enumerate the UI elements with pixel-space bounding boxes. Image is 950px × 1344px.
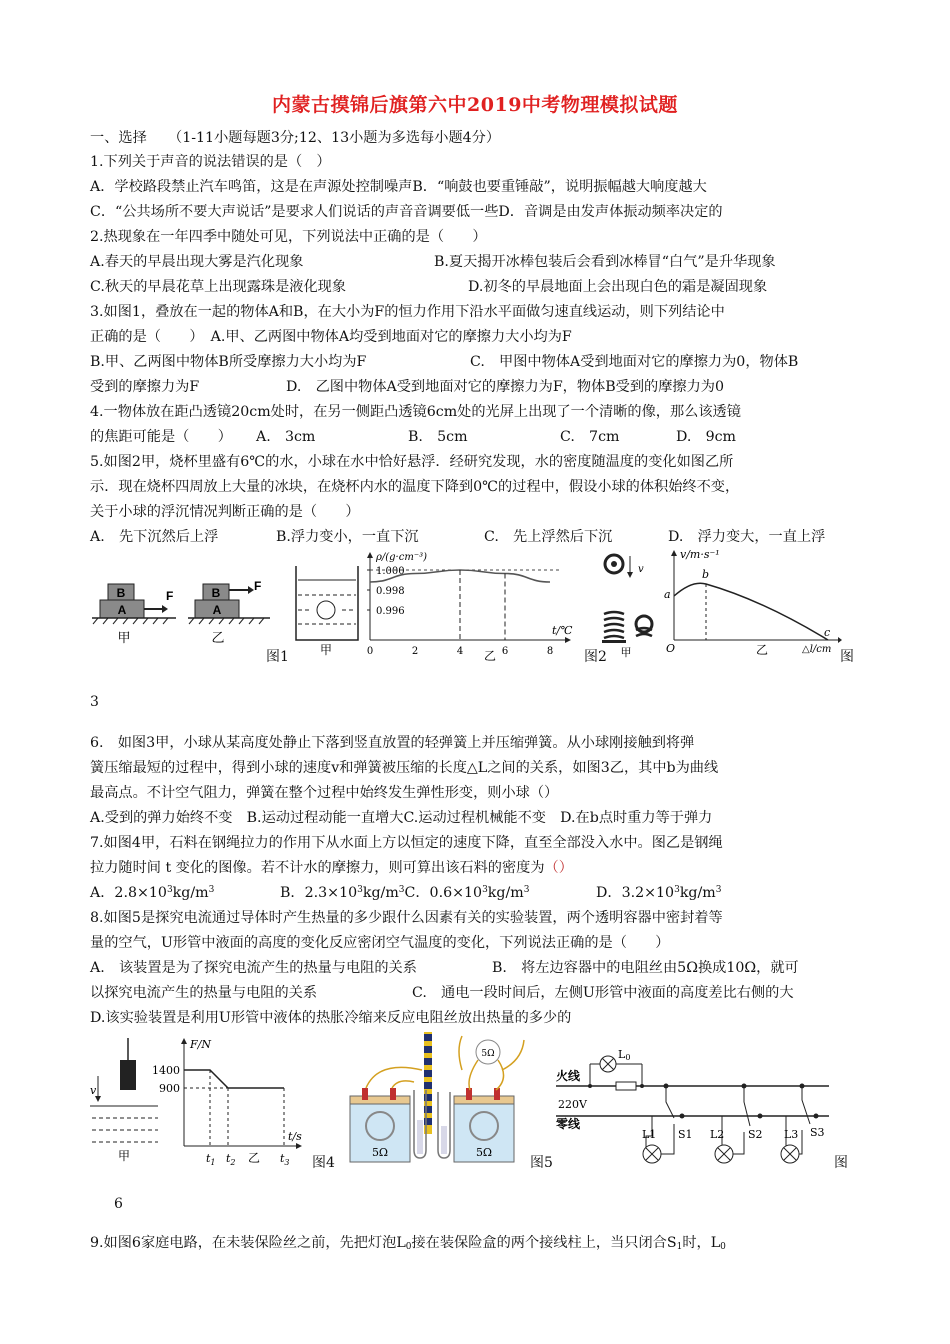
fig2-x-axis-label: t/℃ xyxy=(552,624,573,637)
fig2-x-tick-label: 8 xyxy=(546,646,554,657)
q4-option-d: D. 9cm xyxy=(676,429,736,445)
q7-b-unit-exp: 3 xyxy=(398,885,405,895)
fig3-velocity-label: v xyxy=(638,564,644,575)
q5-option-a: A. 先下沉然后上浮 xyxy=(90,529,219,545)
q7-a-exp: 3 xyxy=(166,885,173,895)
fig3-point-b: b xyxy=(702,568,710,581)
q6-options: A.受到的弹力始终不变 B.运动过程动能一直增大C.运动过程机械能不变 D.在b点时重力等于弹力 xyxy=(90,810,713,826)
fig2-y-tick-label: 0.996 xyxy=(376,606,405,617)
fig2-y-tick-label: 0.998 xyxy=(376,586,405,597)
q4-stem: 4.一物体放在距凸透镜20cm处时，在另一侧距凸透镜6cm处的光屏上出现了一个清晰的像，那么该透镜 xyxy=(90,404,741,420)
fig3-label-right: 乙 xyxy=(755,643,769,656)
fig2-caption: 图2 xyxy=(584,649,607,665)
fig6-switch-s1: S1 xyxy=(678,1128,693,1141)
q7-option-a xyxy=(90,883,214,903)
q5-option-c: C. 先上浮然后下沉 xyxy=(484,529,613,545)
q7-option-d xyxy=(596,883,721,903)
q9-sub-0b: 0 xyxy=(720,1242,726,1252)
q3-option-c: C. 甲图中物体A受到地面对它的摩擦力为0，物体B xyxy=(470,354,799,370)
q1-options-ab: A．学校路段禁止汽车鸣笛，这是在声源处控制噪声B．“响鼓也要重锤敲”，说明振幅越大响度越大 xyxy=(90,179,707,195)
q6-stem-2: 簧压缩最短的过程中，得到小球的速度v和弹簧被压缩的长度△L之间的关系，如图3乙，其中b为曲线 xyxy=(90,760,719,776)
page-title: 内蒙古摸锦后旗第六中2019中考物理模拟试题 xyxy=(272,94,678,116)
fig2-y-tick-label: 1.000 xyxy=(376,566,405,577)
fig1-force-right: F xyxy=(254,579,262,593)
fig3-point-a: a xyxy=(664,588,671,601)
fig1-label-right: 乙 xyxy=(211,631,225,646)
q5-option-b: B.浮力变小，一直下沉 xyxy=(276,529,419,545)
q7-c-unit: kg/m xyxy=(487,885,524,901)
fig1-block-b-left: B xyxy=(116,586,126,600)
q8-option-b: B. 将左边容器中的电阻丝由5Ω换成10Ω，就可 xyxy=(492,960,799,976)
q8-option-a: A. 该装置是为了探究电流产生的热量与电阻的关系 xyxy=(90,960,417,976)
q1-stem: 1.下列关于声音的说法错误的是（ ） xyxy=(90,154,331,170)
q4-option-b: B. 5cm xyxy=(408,429,468,445)
q7-b-exp: 3 xyxy=(357,885,363,895)
q7-a-unit: kg/m xyxy=(172,885,209,901)
fig6-caption-b: 6 xyxy=(114,1196,123,1212)
fig3-caption-b: 3 xyxy=(90,694,99,710)
q8-stem-2: 量的空气，U形管中液面的高度的变化反应密闭空气温度的变化，下列说法正确的是（ ） xyxy=(90,935,670,951)
fig6-neutral-wire: 零线 xyxy=(556,1117,581,1131)
fig4-x-axis-label: t/s xyxy=(288,1130,302,1143)
q7-c-unit-exp: 3 xyxy=(523,885,530,895)
fig6-live-wire: 火线 xyxy=(556,1069,581,1083)
fig2-x-tick-label: 6 xyxy=(501,646,509,657)
q7-d-exp: 3 xyxy=(674,885,680,895)
fig2-svg xyxy=(290,550,590,662)
fig4-caption: 图4 xyxy=(312,1155,335,1171)
fig4-label-left: 甲 xyxy=(117,1149,131,1163)
q7-c-exp: 3 xyxy=(482,885,488,895)
fig5-resistor-left: 5Ω xyxy=(371,1146,389,1159)
q3-option-a: 正确的是（ ） A.甲、乙两图中物体A均受到地面对它的摩擦力大小均为F xyxy=(90,329,572,345)
fig2-x-tick-label: 0 xyxy=(366,646,374,657)
q5-stem-2: 示．现在烧杯四周放上大量的冰块，在烧杯内水的温度下降到0℃的过程中，假设小球的体积始终不变， xyxy=(90,479,740,495)
figure-5 xyxy=(338,1030,528,1170)
fig1-label-left: 甲 xyxy=(117,631,131,646)
q9-text-2: 接在装保险盒的两个接线柱上，当只闭合S xyxy=(411,1235,677,1251)
fig2-x-tick-label: 2 xyxy=(411,646,419,657)
q7-answer-bracket: （） xyxy=(544,860,573,876)
fig6-lamp-l2: L2 xyxy=(710,1128,725,1141)
q7-b-unit: kg/m xyxy=(362,885,399,901)
q7-stem-text: 拉力随时间 t 变化的图像。若不计水的摩擦力，则可算出该石料的密度为 xyxy=(90,860,545,876)
q9-text-3: 时，L xyxy=(682,1235,721,1251)
fig4-t1: $t_1$ xyxy=(206,1152,216,1167)
fig6-voltage: 220V xyxy=(558,1098,587,1111)
q2-option-c: C.秋天的早晨花草上出现露珠是液化现象 xyxy=(90,279,347,295)
q5-stem: 5.如图2甲，烧杯里盛有6℃的水，小球在水中恰好悬浮．经研究发现，水的密度随温度的变化如图乙所 xyxy=(90,454,734,470)
q4-stem-cont: 的焦距可能是（ ） xyxy=(90,429,232,445)
fig6-lamp-l1: L1 xyxy=(642,1128,657,1141)
fig2-cup-label: 甲 xyxy=(319,643,333,657)
q7-d-value: D．3.2×10 xyxy=(596,885,675,901)
q7-d-unit: kg/m xyxy=(679,885,716,901)
fig4-velocity-label: v xyxy=(90,1084,97,1097)
fig6-lamp-l0: L0 xyxy=(618,1048,631,1062)
q8-option-c: C. 通电一段时间后，左侧U形管中液面的高度差比右侧的大 xyxy=(412,985,794,1001)
fig1-force-left: F xyxy=(166,589,174,603)
fig1-caption: 图1 xyxy=(266,649,289,665)
q9-sub-0: 0 xyxy=(405,1242,412,1252)
fig2-sub-label: 乙 xyxy=(483,649,497,662)
fig4-t2: $t_2$ xyxy=(226,1152,236,1167)
q4-option-c: C. 7cm xyxy=(560,429,620,445)
q2-option-d: D.初冬的早晨地面上会出现白色的霜是凝固现象 xyxy=(468,279,768,295)
q6-stem-3: 最高点。不计空气阻力，弹簧在整个过程中始终发生弹性形变，则小球（） xyxy=(90,785,559,801)
q7-stem-2 xyxy=(90,858,573,878)
fig4-value-1400: 1400 xyxy=(152,1064,180,1077)
q1-options-cd: C．“公共场所不要大声说话”是要求人们说话的声音音调要低一些D．音调是由发声体振动频率决定的 xyxy=(90,204,723,220)
q9-text-1: 9.如图6家庭电路，在未装保险丝之前，先把灯泡L xyxy=(90,1235,406,1251)
section-heading: 一、选择 （1-11小题每题3分;12、13小题为多选每小题4分） xyxy=(90,130,501,146)
q2-option-b: B.夏天揭开冰棒包装后会看到冰棒冒“白气”是升华现象 xyxy=(434,254,776,270)
fig4-y-axis-label: F/N xyxy=(190,1038,211,1051)
q9-sub-1: 1 xyxy=(676,1242,683,1252)
fig1-block-a-left: A xyxy=(117,603,127,617)
q8-stem: 8.如图5是探究电流通过导体时产生热量的多少跟什么因素有关的实验装置，两个透明容器中密封着等 xyxy=(90,910,723,926)
q7-c-value: C．0.6×10 xyxy=(404,885,483,901)
figure-3-graph xyxy=(662,548,842,656)
figure-1 xyxy=(88,570,273,650)
q7-stem: 7.如图4甲，石料在钢绳拉力的作用下从水面上方以恒定的速度下降，直至全部没入水中。图乙是钢绳 xyxy=(90,835,723,851)
fig6-lamp-l3: L3 xyxy=(784,1128,799,1141)
q7-a-value: A．2.8×10 xyxy=(90,885,167,901)
fig5-resistor-outer: 5Ω xyxy=(481,1049,495,1059)
q3-option-b: B.甲、乙两图中物体B所受摩擦力大小均为F xyxy=(90,354,367,370)
fig3-label-left: 甲 xyxy=(620,646,632,659)
fig1-block-b-right: B xyxy=(211,586,221,600)
fig2-chart-marks xyxy=(367,566,560,657)
q3-option-d: D. 乙图中物体A受到地面对它的摩擦力为F，物体B受到的摩擦力为0 xyxy=(286,379,724,395)
fig2-x-tick-label: 4 xyxy=(456,646,464,657)
fig3-point-c: c xyxy=(824,626,831,639)
fig6-caption-a: 图 xyxy=(834,1155,848,1171)
q3-stem: 3.如图1，叠放在一起的物体A和B，在大小为F的恒力作用下沿水平面做匀速直线运动，则下列结论中 xyxy=(90,304,725,320)
fig2-y-axis-label: ρ/(g·cm⁻³) xyxy=(376,552,428,563)
q3-option-c-cont: 受到的摩擦力为F xyxy=(90,379,200,395)
q8-option-d: D.该实验装置是利用U形管中液体的热胀冷缩来反应电阻丝放出热量的多少的 xyxy=(90,1010,572,1026)
fig3-x-axis-label: △l/cm xyxy=(802,644,832,655)
fig3-caption-a: 图 xyxy=(840,649,854,665)
q9-stem xyxy=(90,1233,726,1253)
fig4-value-900: 900 xyxy=(159,1082,180,1095)
fig4-label-right: 乙 xyxy=(247,1151,261,1165)
figure-2 xyxy=(290,550,590,662)
fig6-switch-s3: S3 xyxy=(810,1126,825,1139)
fig4-t3: $t_3$ xyxy=(280,1152,290,1167)
q2-option-a: A.春天的早晨出现大雾是汽化现象 xyxy=(90,254,304,270)
q2-stem: 2.热现象在一年四季中随处可见，下列说法中正确的是（ ） xyxy=(90,229,487,245)
q7-d-unit-exp: 3 xyxy=(715,885,722,895)
fig6-switch-s2: S2 xyxy=(748,1128,763,1141)
fig3-origin: O xyxy=(666,642,676,655)
figure-4 xyxy=(88,1036,313,1168)
q6-stem: 6. 如图3甲，小球从某高度处静止下落到竖直放置的轻弹簧上并压缩弹簧。从小球刚接触到将弹 xyxy=(90,735,695,751)
q5-stem-3: 关于小球的浮沉情况判断正确的是（ ） xyxy=(90,504,360,520)
fig5-resistor-right: 5Ω xyxy=(475,1146,493,1159)
figure-6 xyxy=(554,1044,834,1174)
q7-a-unit-exp: 3 xyxy=(208,885,215,895)
fig1-block-a-right: A xyxy=(212,603,222,617)
q7-b-value: B．2.3×10 xyxy=(280,885,358,901)
q8-option-b-cont: 以探究电流产生的热量与电阻的关系 xyxy=(90,985,318,1001)
fig5-caption: 图5 xyxy=(530,1155,553,1171)
q7-option-b xyxy=(280,883,529,903)
fig3-y-axis-label: v/m·s⁻¹ xyxy=(680,548,720,561)
q5-option-d: D. 浮力变大，一直上浮 xyxy=(668,529,826,545)
q4-option-a: A. 3cm xyxy=(256,429,316,445)
